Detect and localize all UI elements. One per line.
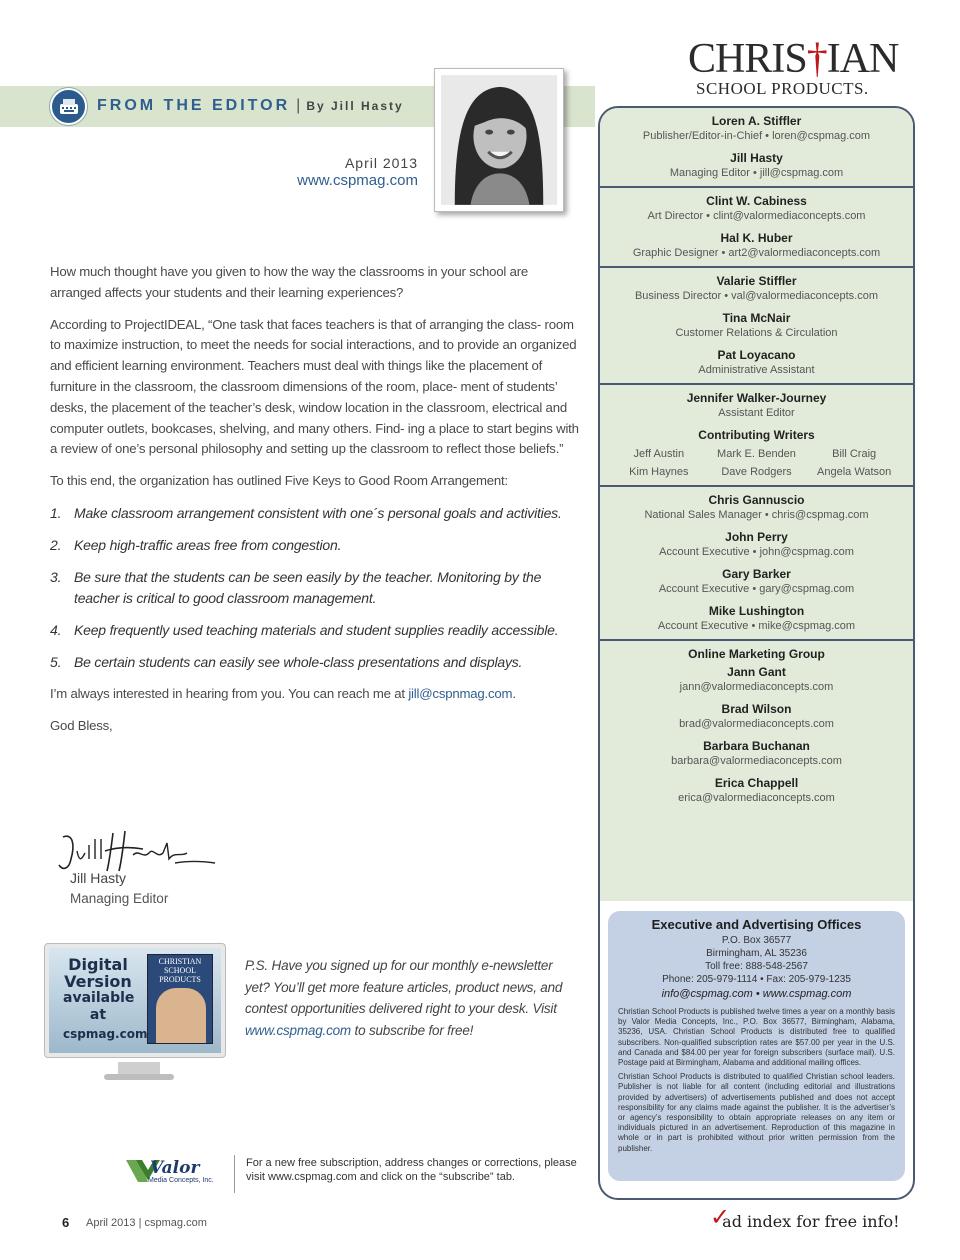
sign-off: God Bless, bbox=[50, 717, 113, 733]
valor-logo-name: Valor bbox=[150, 1158, 200, 1178]
newsletter-signup-link[interactable]: www.cspmag.com bbox=[245, 1022, 351, 1038]
digital-edition-monitor[interactable] bbox=[44, 943, 226, 1058]
masthead-section-online bbox=[600, 641, 913, 811]
article-body bbox=[50, 262, 580, 748]
intro-paragraph: How much thought have you given to how the way the classrooms in your school are arranged affects your students and their learning experiences? bbox=[50, 264, 529, 300]
closing-paragraph: I’m always interested in hearing from you. You can reach me at jill@cspnmag.com. bbox=[50, 685, 516, 701]
staff-entry: Barbara Buchanan barbara@valormediaconcepts.com bbox=[671, 739, 842, 767]
quote-paragraph: According to ProjectIDEAL, “One task that faces teachers is that of arranging the class- room to maximize instruction, to meet the needs for social interactions, and to provide an organized and efficient learning environment. Teachers must deal with things like the placement of furniture in the classroom, the classroom dimensions of the room, place- ment of students’ desks, the placement of the teacher’s desk, window location in the classroom, electrical and computer outlets, bookcases, shelving, and many others. Find- ing a place to start begins with a review of one’s personal philosophy and setting up the classroom to reflect those beliefs.” bbox=[50, 316, 579, 457]
list-item: Kim Haynes bbox=[629, 466, 689, 478]
staff-entry: Jann Gant jann@valormediaconcepts.com bbox=[679, 665, 834, 693]
list-item: 3. Be sure that the students can be seen easily by the teacher. Monitoring by the teacher is critical to good classroom management. bbox=[50, 568, 542, 606]
masthead-section-art bbox=[600, 188, 913, 268]
executive-offices-box bbox=[608, 911, 905, 1181]
footer-divider bbox=[234, 1155, 235, 1193]
editor-email-link[interactable]: jill@cspnmag.com bbox=[408, 685, 513, 701]
offices-tollfree: Toll free: 888-548-2567 bbox=[705, 961, 808, 972]
monitor-stand bbox=[118, 1062, 160, 1074]
staff-entry: Jennifer Walker-Journey Assistant Editor bbox=[686, 391, 827, 419]
list-item: Bill Craig bbox=[832, 448, 877, 460]
liability-notice: Christian School Products is distributed to qualified Christian school leaders. Publisher is not liable for all content (including editorial and illustrations provided by advertisers) of advertisements published and does not accept responsibility for any claims made against the publisher. It is the advertiser’s or agency’s responsibility to obtain appropriate releases on any item or individuals pictured in an advertisement. Reproduction of this magazine in whole or in part is prohibited without prior written permission from the publisher. bbox=[618, 1072, 895, 1153]
list-item: 4. Keep frequently used teaching materials and student supplies readily accessible. bbox=[50, 621, 559, 638]
byline: By Jill Hasty bbox=[306, 99, 404, 113]
offices-address-1: P.O. Box 36577 bbox=[721, 935, 792, 946]
masthead-section-writers bbox=[600, 385, 913, 487]
offices-address-2: Birmingham, AL 35236 bbox=[706, 948, 807, 959]
staff-entry: Brad Wilson brad@valormediaconcepts.com bbox=[679, 702, 834, 730]
list-item: 5. Be certain students can easily see whole-class presentations and displays. bbox=[50, 653, 523, 670]
ps-note: P.S. Have you signed up for our monthly e-newsletter yet? You’ll get more feature articles, product news, and contest opportunities delivered right to your desk. Visit www.cspmag.com to subscribe for free! bbox=[245, 958, 563, 1038]
monitor-screen bbox=[49, 948, 221, 1053]
staff-entry: Pat Loyacano Administrative Assistant bbox=[698, 348, 815, 376]
staff-entry: Clint W. Cabiness Art Director • clint@valormediaconcepts.com bbox=[647, 194, 866, 222]
brand-logo-school-products: SCHOOL PRODUCTS. bbox=[696, 79, 869, 98]
staff-entry: Loren A. Stiffler Publisher/Editor-in-Chief • loren@cspmag.com bbox=[642, 114, 871, 142]
masthead-section-editorial bbox=[600, 108, 913, 188]
issue-date: April 2013 bbox=[344, 155, 418, 171]
staff-entry: Hal K. Huber Graphic Designer • art2@valormediaconcepts.com bbox=[632, 231, 881, 259]
staff-entry: Tina McNair Customer Relations & Circulation bbox=[675, 311, 838, 339]
list-item: Angela Watson bbox=[817, 466, 892, 478]
staff-entry: Gary Barker Account Executive • gary@cspmag.com bbox=[658, 567, 855, 595]
issue-url-link[interactable]: www.cspmag.com bbox=[297, 172, 418, 189]
masthead-section-business bbox=[600, 268, 913, 385]
brand-logo-christian: CHRIS†IAN bbox=[688, 36, 899, 82]
checkmark-icon: ✓ bbox=[710, 1204, 731, 1231]
offices-title: Executive and Advertising Offices bbox=[651, 917, 862, 932]
typewriter-icon bbox=[50, 88, 87, 125]
list-item: Dave Rodgers bbox=[721, 466, 792, 478]
ad-index-link[interactable]: ad index for free info! bbox=[722, 1212, 900, 1231]
section-title: FROM THE EDITOR | By Jill Hasty bbox=[97, 97, 404, 114]
staff-entry: Erica Chappell erica@valormediaconcepts.com bbox=[678, 776, 835, 804]
contributing-writers-list bbox=[610, 447, 903, 479]
publication-notice: Christian School Products is published twelve times a year on a monthly basis by Valor Media Concepts, Inc., P.O. Box 36577, Birmingham, Alabama, 35236, USA. Christian School Products is distributed free to qualified subscribers. Non-qualified subscription rates are $57.00 per year in the U.S. and Canada and $84.00 per year for foreign subscribers (surface mail). U.S. Postage paid at Birmingham, Alabama and additional mailing offices. bbox=[618, 1007, 895, 1068]
staff-entry: Valarie Stiffler Business Director • val@valormediaconcepts.com bbox=[634, 274, 879, 302]
cross-icon: † bbox=[806, 36, 827, 82]
masthead-panel bbox=[598, 106, 915, 1200]
offices-phone-fax: Phone: 205-979-1114 • Fax: 205-979-1235 bbox=[662, 974, 851, 985]
staff-entry: Mike Lushington Account Executive • mike@cspmag.com bbox=[657, 604, 856, 632]
online-marketing-heading: Online Marketing Group bbox=[688, 647, 825, 661]
page-number: 6 bbox=[62, 1215, 70, 1230]
valor-logo-sub: Media Concepts, Inc. bbox=[148, 1177, 214, 1184]
staff-entry: Jill Hasty Managing Editor • jill@cspmag.com bbox=[669, 151, 844, 179]
keys-intro: To this end, the organization has outlined Five Keys to Good Room Arrangement: bbox=[50, 473, 508, 489]
offices-web[interactable]: info@cspmag.com • www.cspmag.com bbox=[661, 988, 852, 1000]
contributing-writers-heading: Contributing Writers bbox=[698, 428, 815, 442]
magazine-cover-thumbnail: CHRISTIAN SCHOOL PRODUCTS bbox=[147, 954, 213, 1044]
masthead-section-sales bbox=[600, 487, 913, 641]
signature-name: Jill Hasty bbox=[70, 870, 127, 886]
page-footer-info: April 2013 | cspmag.com bbox=[86, 1217, 207, 1229]
editor-portrait-image bbox=[441, 75, 557, 205]
list-item: 2. Keep high-traffic areas free from congestion. bbox=[50, 536, 342, 553]
monitor-base bbox=[104, 1074, 174, 1080]
five-keys-list bbox=[50, 503, 580, 673]
signature-title: Managing Editor bbox=[70, 891, 169, 906]
subscription-note: For a new free subscription, address changes or corrections, please visit www.cspmag.com and click on the “subscribe” tab. bbox=[246, 1157, 577, 1183]
digital-version-text: Digital Version available at cspmag.com bbox=[63, 955, 148, 1041]
list-item: Mark E. Benden bbox=[717, 448, 796, 460]
staff-entry: Chris Gannuscio National Sales Manager • chris@cspmag.com bbox=[644, 493, 869, 521]
staff-entry: John Perry Account Executive • john@cspmag.com bbox=[659, 530, 854, 558]
list-item: 1. Make classroom arrangement consistent with one´s personal goals and activities. bbox=[50, 504, 562, 521]
list-item: Jeff Austin bbox=[633, 448, 685, 460]
editor-photo bbox=[434, 68, 564, 212]
